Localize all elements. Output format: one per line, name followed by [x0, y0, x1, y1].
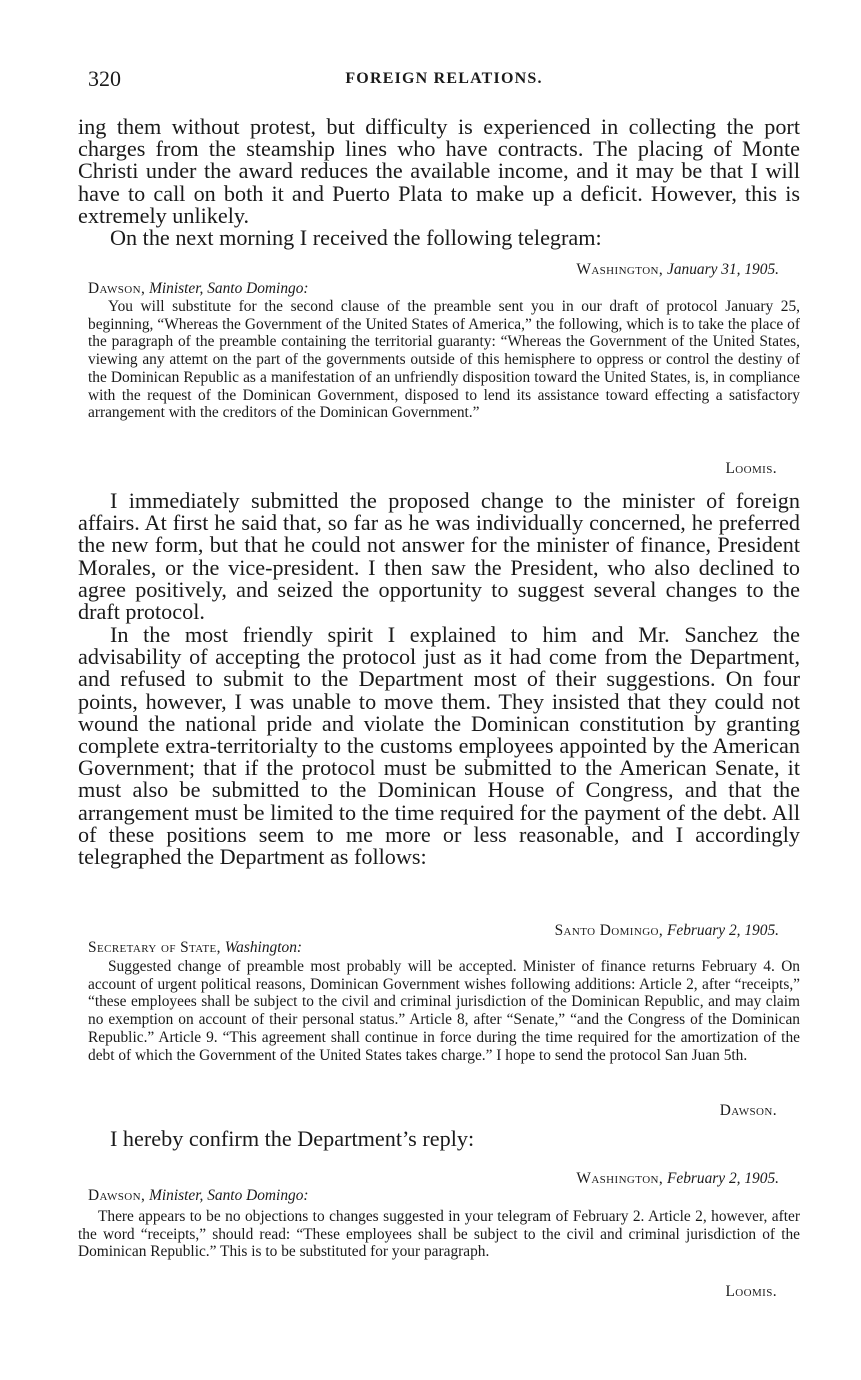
telegram3-recipient-title: Minister, Santo Domingo: — [149, 1187, 309, 1204]
telegram3-date: February 2, 1905. — [667, 1170, 779, 1187]
telegram1-body: You will substitute for the second clause of the preamble sent you in our draft of protocol January 25, beginning, “Whereas the Government of the United States of America,” the following, which is to take the place of the paragraph of the preamble containing the territorial guaranty: “Whereas the Government of the United States, viewing any attemt on the part of the governments outside of this hemisphere to oppress or control the destiny of the Dominican Republic as a manifestation of an unfriendly disposition toward the United States, is, in compliance with the request of the Dominican Government, disposed to lend its assistance toward effecting a satisfactory arrangement with the creditors of the Dominican Government.” — [88, 298, 800, 422]
paragraph-continuation: ing them without protest, but difficulty is experienced in collecting the port charges from the steamship lines who have contracts. The placing of Monte Christi under the award reduces the available income, and it may be that I will have to call on both it and Puerto Plata to make up a deficit. However, this is extremely unlikely. — [78, 114, 800, 228]
telegram3-body: There appears to be no objections to changes suggested in your telegram of February 2. Article 2, however, after the word “receipts,” should read: “These employees shall be subject to the civil and criminal jurisdiction of the Dominican Republic.” This is to be substituted for your paragraph. — [78, 1208, 800, 1261]
telegram2-recipient-title: Washington: — [224, 939, 303, 956]
telegram1-place: Washington, — [576, 261, 664, 278]
telegram1-date: January 31, 1905. — [667, 261, 779, 278]
telegram1-signature — [726, 460, 778, 478]
telegram2-recipient: Secretary of State, — [88, 939, 221, 956]
telegram3-signature-text: Loomis. — [725, 1283, 777, 1300]
running-head: FOREIGN RELATIONS. — [345, 70, 543, 87]
telegram2-body: Suggested change of preamble most probably will be accepted. Minister of finance returns February 4. On account of urgent political reasons, Dominican Government wishes following additions: Article 2, after “receipts,” “these employees shall be subject to the civil and criminal jurisdiction of the Dominican Republic, and may claim no exemption on account of their personal status.” Article 8, after “Senate,” “and the Congress of the Dominican Republic.” Article 9. “This agreement shall continue in force during the time required for the amortization of the debt of which the Government of the United States takes charge.” I hope to send the protocol San Juan 5th. — [88, 958, 800, 1064]
telegram2-place: Santo Domingo, — [554, 922, 664, 939]
paragraph-reply-intro: I hereby confirm the Department’s reply: — [110, 1126, 475, 1151]
paragraph-negotiation: In the most friendly spirit I explained to him and Mr. Sanchez the advisability of accepting the protocol just as it had come from the Department, and refused to submit to the Department most of their suggestions. On four points, however, I was unable to move them. They insisted that they could not wound the national pride and violate the Dominican constitution by granting complete extra-territorialty to the customs employees appointed by the American Government; that if the protocol must be submitted to the American Senate, it must also be submitted to the Dominican House of Congress, and that the arrangement must be limited to the time required for the payment of the debt. All of these positions seem to me more or less reasonable, and I accordingly telegraphed the Department as follows: — [78, 622, 800, 870]
telegram2-signature — [720, 1102, 777, 1120]
paragraph-telegram-intro: On the next morning I received the following telegram: — [110, 225, 602, 250]
telegram2-signature-text: Dawson. — [719, 1102, 777, 1119]
paragraph-submission: I immediately submitted the proposed change to the minister of foreign affairs. At first he said that, so far as he was individually concerned, he preferred the new form, but that he could not answer for the minister of finance, President Morales, or the vice-president. I then saw the President, who also declined to agree positively, and seized the opportunity to suggest several changes to the draft protocol. — [78, 488, 800, 625]
telegram1-addressee — [88, 280, 309, 298]
telegram3-recipient: Dawson, — [88, 1187, 146, 1204]
telegram1-recipient-title: Minister, Santo Domingo: — [149, 280, 309, 297]
telegram3-dateline — [576, 1170, 779, 1188]
telegram1-recipient: Dawson, — [88, 280, 146, 297]
telegram3-signature — [726, 1283, 778, 1301]
telegram1-signature-text: Loomis. — [725, 460, 777, 477]
telegram1-dateline — [576, 261, 779, 279]
telegram3-addressee — [88, 1187, 309, 1205]
page-number: 320 — [88, 66, 121, 91]
page-header — [88, 66, 800, 96]
telegram3-place: Washington, — [576, 1170, 664, 1187]
telegram2-date: February 2, 1905. — [667, 922, 779, 939]
telegram2-dateline — [555, 922, 779, 940]
telegram2-addressee — [88, 939, 302, 957]
